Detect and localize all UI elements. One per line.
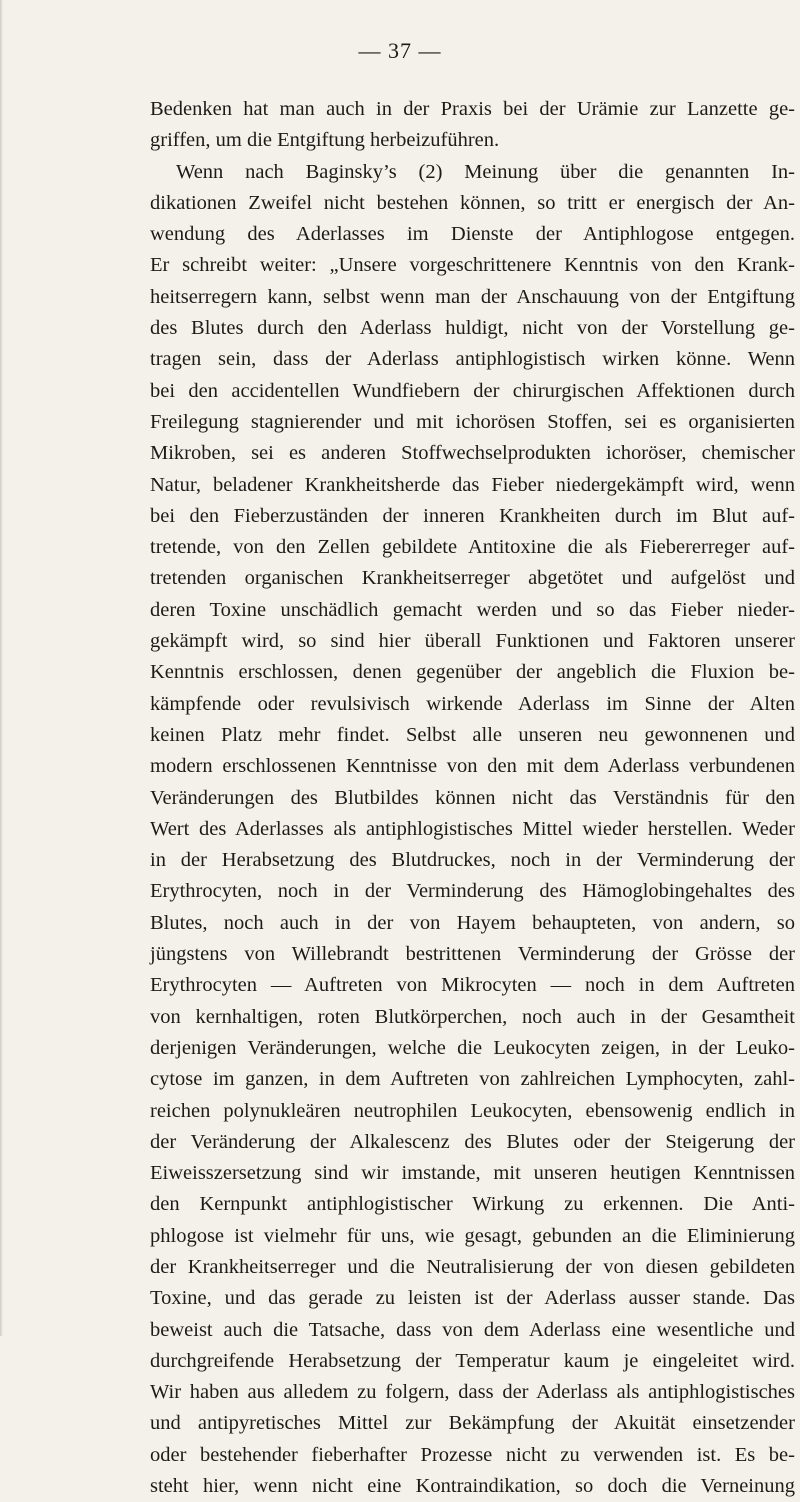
text-line: in der Herabsetzung des Blutdruckes, noch in der Verminderung der — [150, 849, 795, 872]
text-line: den Kernpunkt antiphlogistischer Wirkung zu erkennen. Die Anti- — [150, 1193, 795, 1216]
text-line: tretenden organischen Krankheitserreger abgetötet und aufgelöst und — [150, 567, 795, 590]
text-line: Freilegung stagnierender und mit ichorösen Stoffen, sei es organisierten — [150, 410, 795, 433]
text-line: gekämpft wird, so sind hier überall Funktionen und Faktoren unserer — [150, 630, 795, 653]
text-line: von kernhaltigen, roten Blutkörperchen, noch auch in der Gesamtheit — [150, 1005, 795, 1028]
text-line: bei den Fieberzuständen der inneren Krankheiten durch im Blut auf- — [150, 504, 795, 527]
text-line: Toxine, und das gerade zu leisten ist der Aderlass ausser stande. Das — [150, 1287, 795, 1310]
text-line: oder bestehender fieberhafter Prozesse nicht zu verwenden ist. Es be- — [150, 1443, 795, 1466]
page-number: — 37 — — [358, 38, 442, 63]
text-line: reichen polynukleären neutrophilen Leukocyten, ebensowenig endlich in — [150, 1099, 795, 1122]
text-line: beweist auch die Tatsache, dass von dem Aderlass eine wesentliche und — [150, 1318, 795, 1341]
text-line: Erythrocyten, noch in der Verminderung des Hämoglobingehaltes des — [150, 880, 795, 903]
text-line: tretende, von den Zellen gebildete Antitoxine die als Fiebererreger auf- — [150, 536, 795, 559]
text-line: Er schreibt weiter: „Unsere vorgeschrittenere Kenntnis von den Krank- — [150, 254, 795, 277]
text-line: des Blutes durch den Aderlass huldigt, nicht von der Vorstellung ge- — [150, 317, 795, 340]
text-line: durchgreifende Herabsetzung der Temperatur kaum je eingeleitet wird. — [150, 1349, 795, 1372]
text-line: bei den accidentellen Wundfiebern der chirurgischen Affektionen durch — [150, 379, 795, 402]
text-line: der Veränderung der Alkalescenz des Blutes oder der Steigerung der — [150, 1130, 795, 1153]
text-line: Eiweisszersetzung sind wir imstande, mit unseren heutigen Kenntnissen — [150, 1162, 795, 1185]
text-line: cytose im ganzen, in dem Auftreten von zahlreichen Lymphocyten, zahl- — [150, 1068, 795, 1091]
text-line: kämpfende oder revulsivisch wirkende Aderlass im Sinne der Alten — [150, 692, 795, 715]
text-line: wendung des Aderlasses im Dienste der Antiphlogose entgegen. — [150, 223, 795, 246]
text-line: Bedenken hat man auch in der Praxis bei der Urämie zur Lanzette ge- — [150, 98, 795, 120]
text-line: Kenntnis erschlossen, denen gegenüber der angeblich die Fluxion be- — [150, 661, 795, 684]
text-line: Natur, beladener Krankheitsherde das Fieber niedergekämpft wird, wenn — [150, 473, 795, 496]
text-line: modern erschlossenen Kenntnisse von den mit dem Aderlass verbundenen — [150, 755, 795, 778]
text-line: derjenigen Veränderungen, welche die Leukocyten zeigen, in der Leuko- — [150, 1036, 795, 1059]
text-line: heitserregern kann, selbst wenn man der Anschauung von der Entgiftung — [150, 285, 795, 308]
text-line: jüngstens von Willebrandt bestrittenen Verminderung der Grösse der — [150, 943, 795, 966]
text-line: keinen Platz mehr findet. Selbst alle unseren neu gewonnenen und — [150, 723, 795, 746]
text-line: Wir haben aus alledem zu folgern, dass der Aderlass als antiphlogistisches — [150, 1381, 795, 1404]
text-line: griffen, um die Entgiftung herbeizuführen. — [150, 129, 500, 152]
text-line: Erythrocyten — Auftreten von Mikrocyten — noch in dem Auftreten — [150, 974, 795, 997]
text-line: der Krankheitserreger und die Neutralisierung der von diesen gebildeten — [150, 1255, 795, 1278]
text-line: Wenn nach Baginsky’s (2) Meinung über die genannten In- — [176, 160, 795, 183]
text-line: tragen sein, dass der Aderlass antiphlogistisch wirken könne. Wenn — [150, 348, 795, 371]
text-line: Blutes, noch auch in der von Hayem behaupteten, von andern, so — [150, 911, 795, 934]
text-line: Wert des Aderlasses als antiphlogistisches Mittel wieder herstellen. Weder — [150, 817, 795, 840]
text-line: Veränderungen des Blutbildes können nicht das Verständnis für den — [150, 786, 795, 809]
page-edge — [0, 0, 3, 1336]
text-line: und antipyretisches Mittel zur Bekämpfung der Akuität einsetzender — [150, 1412, 795, 1435]
text-line: steht hier, wenn nicht eine Kontraindikation, so doch die Verneinung — [150, 1475, 795, 1498]
body-text — [150, 94, 795, 1502]
text-line: phlogose ist vielmehr für uns, wie gesagt, gebunden an die Eliminierung — [150, 1224, 795, 1247]
text-line: deren Toxine unschädlich gemacht werden und so das Fieber nieder- — [150, 598, 795, 621]
text-line: Mikroben, sei es anderen Stoffwechselprodukten ichoröser, chemischer — [150, 442, 795, 465]
text-line: dikationen Zweifel nicht bestehen können, so tritt er energisch der An- — [150, 191, 795, 214]
